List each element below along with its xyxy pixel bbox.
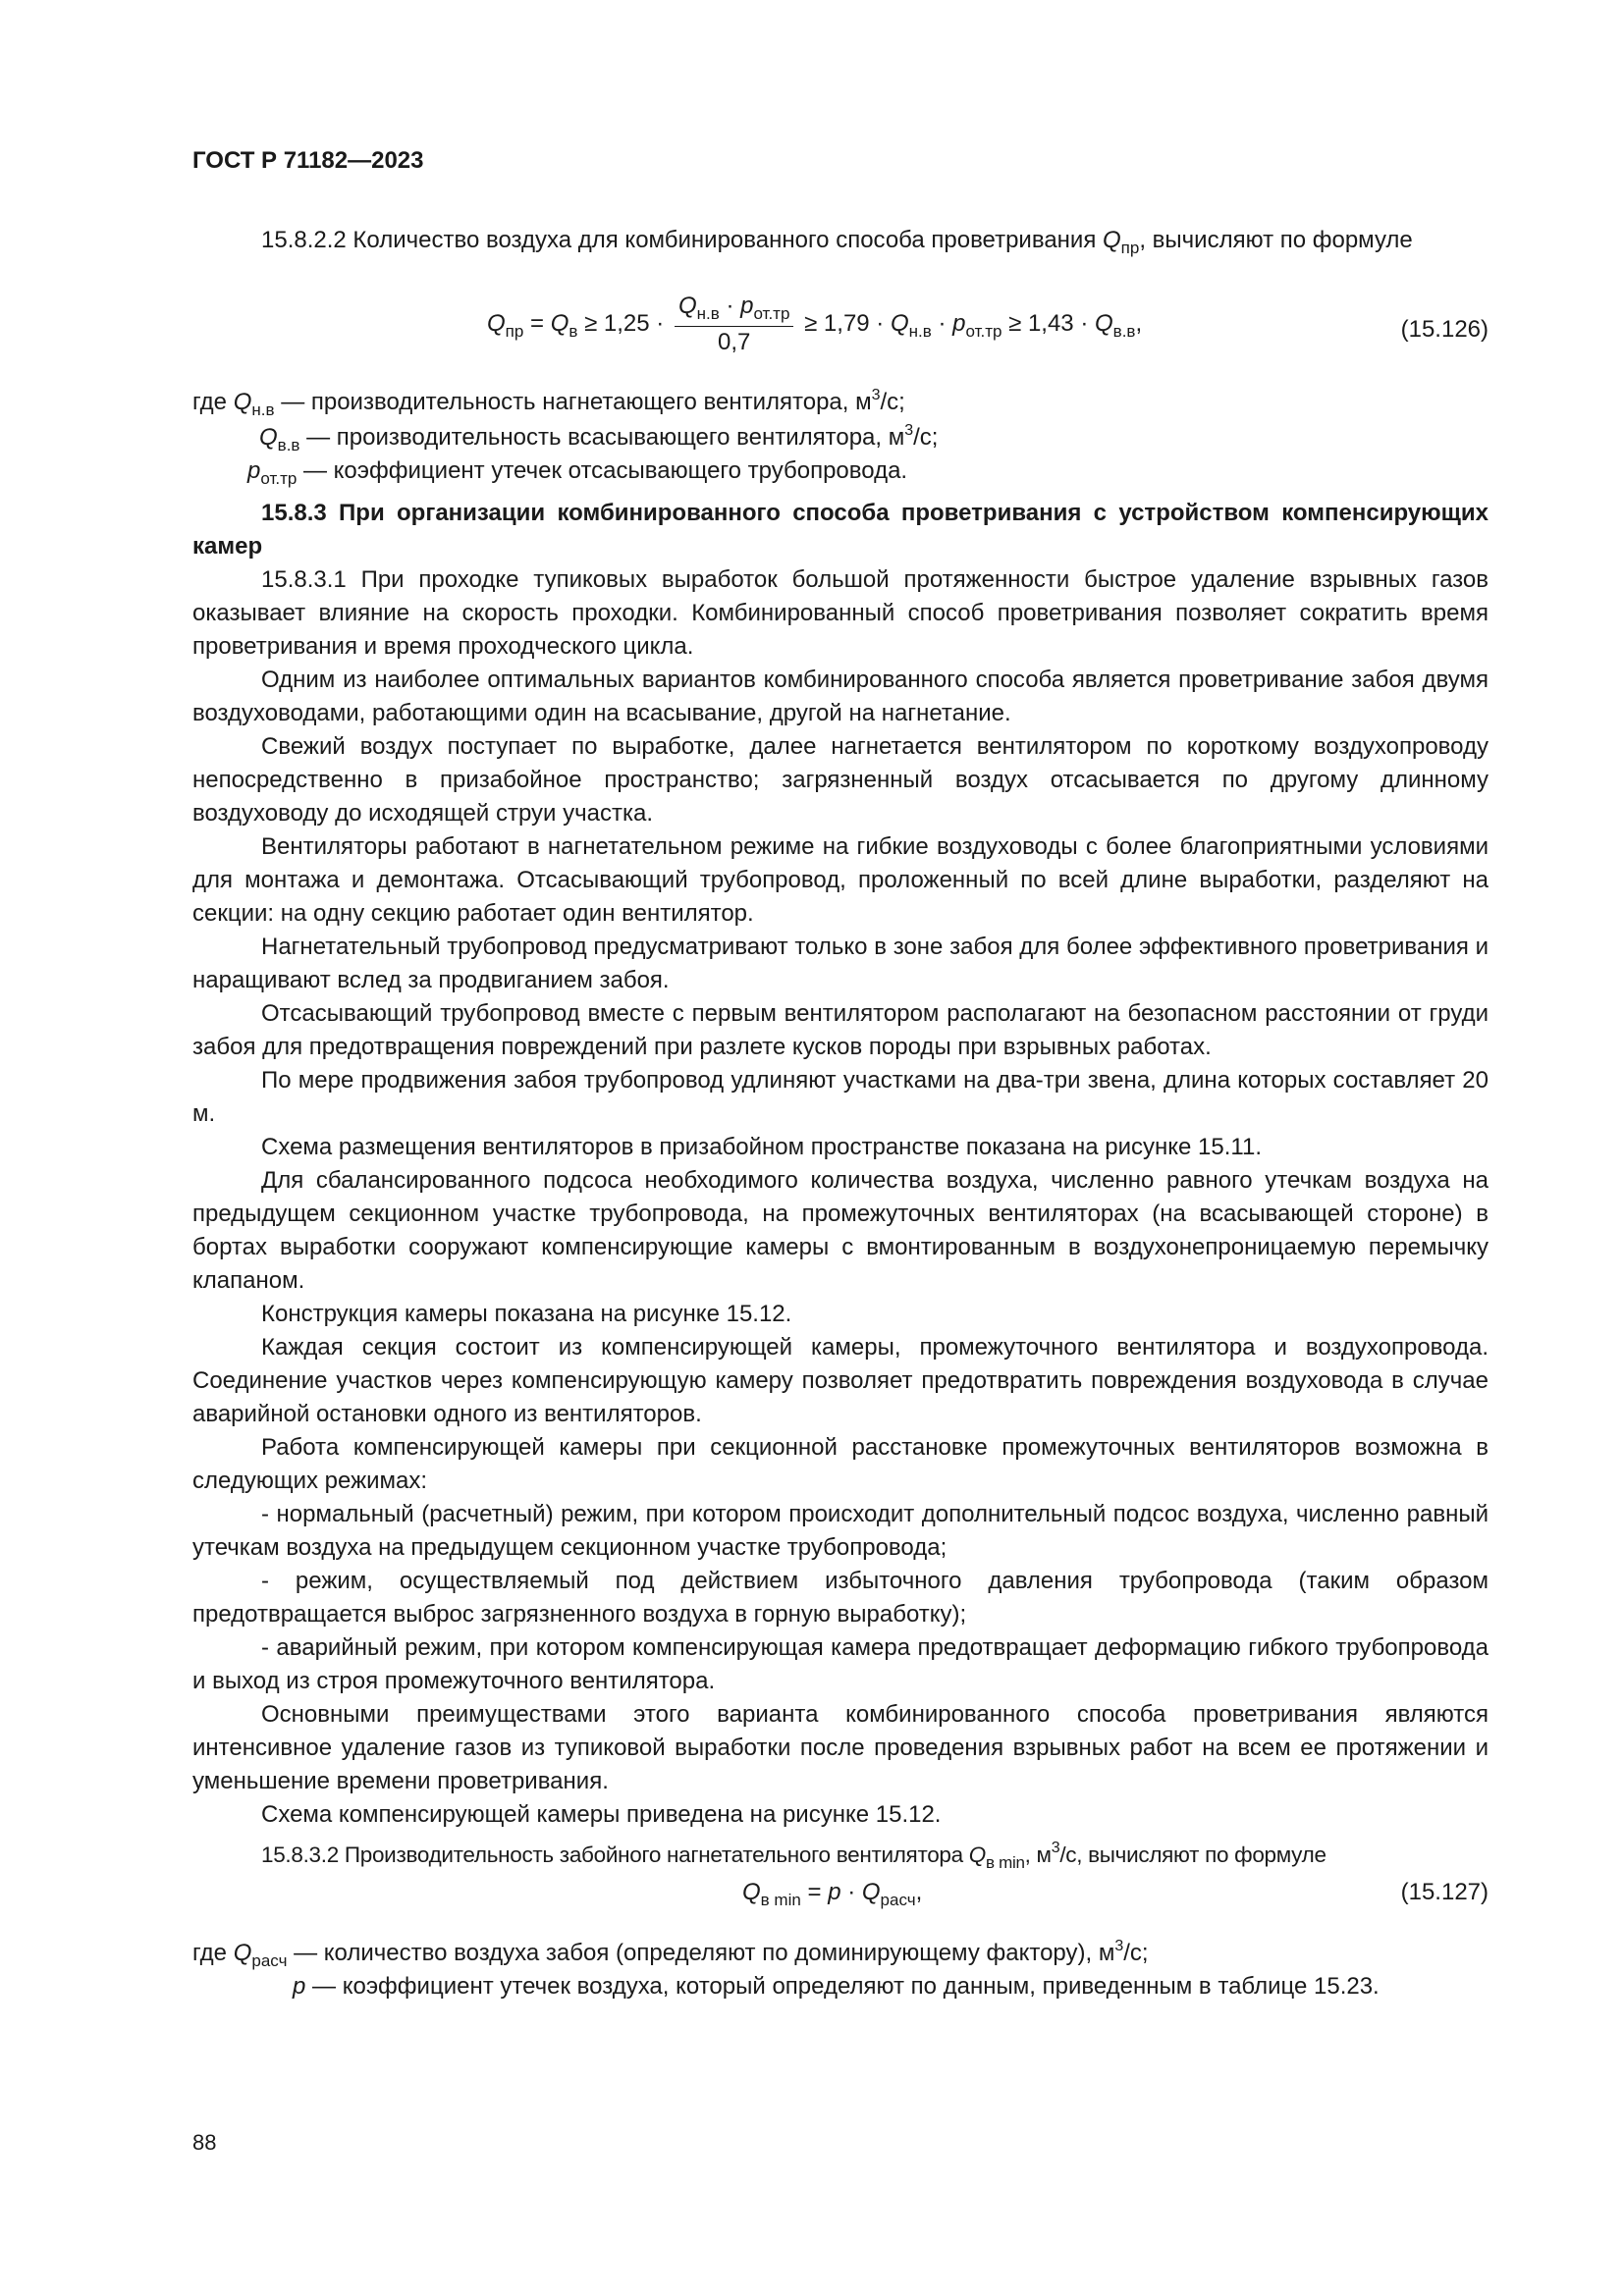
formula-15-126 — [487, 293, 1142, 356]
paragraph: Основными преимуществами этого варианта комбинированного способа проветривания являются интенсивное удаление газов из тупиковой выработки после проведения взрывных работ на всем ее протяжении и уменьшение времени проветривания. — [192, 1701, 1489, 1794]
math-var: Q — [890, 309, 909, 337]
math-sub: пр — [1120, 239, 1140, 257]
math-var: Q — [233, 389, 252, 415]
math-var: Q — [677, 293, 697, 319]
math-op: ≥ 1,79 · — [797, 309, 891, 337]
paragraph-text: , м — [1024, 1842, 1052, 1867]
math-op: · — [840, 1879, 862, 1905]
math-var: p — [952, 309, 966, 337]
math-sub: в.в — [1112, 321, 1136, 341]
definition-item — [192, 387, 905, 420]
definition-item — [192, 1938, 1149, 1971]
paragraph: Работа компенсирующей камеры при секционной расстановке промежуточных вентиляторов возможна в следующих режимах: — [192, 1434, 1489, 1494]
def-unit: /с; — [1123, 1940, 1149, 1966]
def-lead: где — [192, 1940, 234, 1966]
paragraph: Каждая секция состоит из компенсирующей камеры, промежуточного вентилятора и воздухопровода. Соединение участков через компенсирующую камеру позволяет предотвратить повреждения воздуховода в случае аварийной остановки одного из вентиляторов. — [192, 1334, 1489, 1427]
document-header: ГОСТ Р 71182—2023 — [192, 147, 424, 174]
math-var: Q — [742, 1879, 761, 1905]
paragraph: 15.8.3.1 При проходке тупиковых выработок большой протяженности быстрое удаление взрывных газов оказывает влияние на скорость проходки. Комбинированный способ проветривания позволяет сократить время проветривания и время проходческого цикла. — [192, 566, 1489, 660]
math-var: Q — [233, 1940, 252, 1966]
def-text: — коэффициент утечек воздуха, который определяют по данным, приведенным в таблице 15.23. — [305, 1973, 1380, 2000]
math-var: Q — [487, 309, 506, 337]
math-sub: в.в — [277, 436, 300, 454]
def-lead: где — [192, 389, 234, 415]
def-unit: /с; — [880, 389, 905, 415]
formula-15-127 — [742, 1879, 922, 1910]
math-var: p — [740, 293, 754, 319]
def-text: — производительность всасывающего вентилятора, м — [299, 424, 905, 451]
definition-item — [293, 1973, 1380, 2001]
page-number: 88 — [192, 2130, 217, 2155]
paragraph: Одним из наиболее оптимальных вариантов комбинированного способа является проветривание забоя двумя воздуховодами, работающими один на всасывание, другой на нагнетание. — [192, 667, 1489, 726]
math-var: Q — [550, 309, 569, 337]
paragraph: Отсасывающий трубопровод вместе с первым вентилятором располагают на безопасном расстоянии от груди забоя для предотвращения повреждений при разлете кусков породы при взрывных работах. — [192, 1000, 1489, 1060]
list-item: - нормальный (расчетный) режим, при котором происходит дополнительный подсос воздуха, численно равный утечкам воздуха на предыдущем секционном участке трубопровода; — [192, 1501, 1489, 1561]
math-var: p — [828, 1879, 841, 1905]
paragraph-text: 15.8.2.2 Количество воздуха для комбинированного способа проветривания — [261, 227, 1097, 253]
math-sub: от.тр — [965, 321, 1002, 341]
paragraph-text-tail: /с, вычисляют по формуле — [1059, 1842, 1326, 1867]
math-var: p — [247, 457, 261, 484]
math-var: Q — [1094, 309, 1113, 337]
paragraph: Свежий воздух поступает по выработке, далее нагнетается вентилятором по короткому воздухопроводу непосредственно в призабойное пространство; загрязненный воздух отсасывается по другому длинному воздуховоду до исходящей струи участка. — [192, 733, 1489, 827]
paragraph: По мере продвижения забоя трубопровод удлиняют участками на два-три звена, длина которых составляет 20 м. — [192, 1067, 1489, 1127]
def-text: — коэффициент утечек отсасывающего трубопровода. — [297, 457, 908, 484]
math-var: p — [293, 1973, 306, 2000]
def-unit: /с; — [913, 424, 939, 451]
math-sup: 3 — [904, 422, 914, 439]
math-op: · — [931, 309, 953, 337]
math-op: = — [523, 309, 551, 337]
fraction — [675, 293, 793, 356]
math-sub: пр — [505, 321, 524, 341]
paragraph-15-8-2-2 — [192, 224, 1489, 265]
paragraph-15-8-3-2 — [192, 1832, 1489, 1880]
equation-number: (15.127) — [1400, 1879, 1489, 1905]
math-sub: от.тр — [260, 469, 298, 488]
paragraph: Вентиляторы работают в нагнетательном режиме на гибкие воздуховоды с более благоприятными условиями для монтажа и демонтажа. Отсасывающий трубопровод, проложенный по всей длине выработки, разделяют на секции: на одну секцию работает один вентилятор. — [192, 833, 1489, 927]
math-sub: от.тр — [753, 304, 790, 323]
math-var: Q — [861, 1879, 881, 1905]
paragraph: Схема компенсирующей камеры приведена на рисунке 15.12. — [261, 1801, 942, 1828]
math-var: Q — [259, 424, 278, 451]
paragraph: Для сбалансированного подсоса необходимого количества воздуха, численно равного утечкам воздуха на предыдущем секционном участке трубопровода, на промежуточных вентиляторах (на всасывающей стороне) в бортах выработки сооружают компенсирующие камеры с вмонтированным в воздухонепроницаемую перемычку клапаном. — [192, 1167, 1489, 1294]
math-op: , — [915, 1879, 923, 1905]
paragraph-text-tail: , вычисляют по формуле — [1139, 227, 1413, 253]
paragraph-text: 15.8.3.2 Производительность забойного нагнетательного вентилятора — [261, 1842, 963, 1867]
math-var: Q — [1103, 227, 1121, 253]
math-var: Q — [968, 1842, 986, 1867]
list-item: - режим, осуществляемый под действием избыточного давления трубопровода (таким образом предотвращается выброс загрязненного воздуха в горную выработку); — [192, 1568, 1489, 1628]
math-sub: н.в — [251, 400, 275, 419]
math-op: = — [800, 1879, 829, 1905]
math-sub: расч — [251, 1951, 288, 1970]
section-heading: 15.8.3 При организации комбинированного способа проветривания с устройством компенсирующих камер — [192, 500, 1489, 560]
paragraph: Схема размещения вентиляторов в призабойном пространстве показана на рисунке 15.11. — [261, 1134, 1263, 1160]
math-op: ≥ 1,25 · — [577, 309, 671, 337]
list-item: - аварийный режим, при котором компенсирующая камера предотвращает деформацию гибкого трубопровода и выход из строя промежуточного вентилятора. — [192, 1634, 1489, 1694]
definition-item — [247, 457, 907, 489]
math-sub: в — [568, 321, 578, 341]
math-sup: 3 — [1114, 1938, 1124, 1954]
math-sub: н.в — [696, 304, 720, 323]
math-sub: в min — [986, 1853, 1025, 1872]
math-sub: в min — [760, 1891, 801, 1909]
def-text: — производительность нагнетающего вентилятора, м — [274, 389, 872, 415]
fraction-numerator — [675, 293, 793, 327]
equation-number: (15.126) — [1400, 316, 1489, 343]
math-sup: 3 — [1051, 1840, 1060, 1856]
math-op: , — [1135, 309, 1143, 337]
math-op: ≥ 1,43 · — [1001, 309, 1095, 337]
def-text: — количество воздуха забоя (определяют по доминирующему фактору), м — [287, 1940, 1115, 1966]
math-op: · — [719, 293, 741, 319]
paragraph: Конструкция камеры показана на рисунке 15.12. — [261, 1301, 792, 1327]
math-sub: расч — [880, 1891, 916, 1909]
math-sub: н.в — [908, 321, 932, 341]
fraction-denominator: 0,7 — [718, 329, 751, 355]
math-sup: 3 — [871, 387, 881, 403]
paragraph: Нагнетательный трубопровод предусматривают только в зоне забоя для более эффективного проветривания и наращивают вслед за продвиганием забоя. — [192, 934, 1489, 993]
definition-item — [259, 422, 938, 455]
